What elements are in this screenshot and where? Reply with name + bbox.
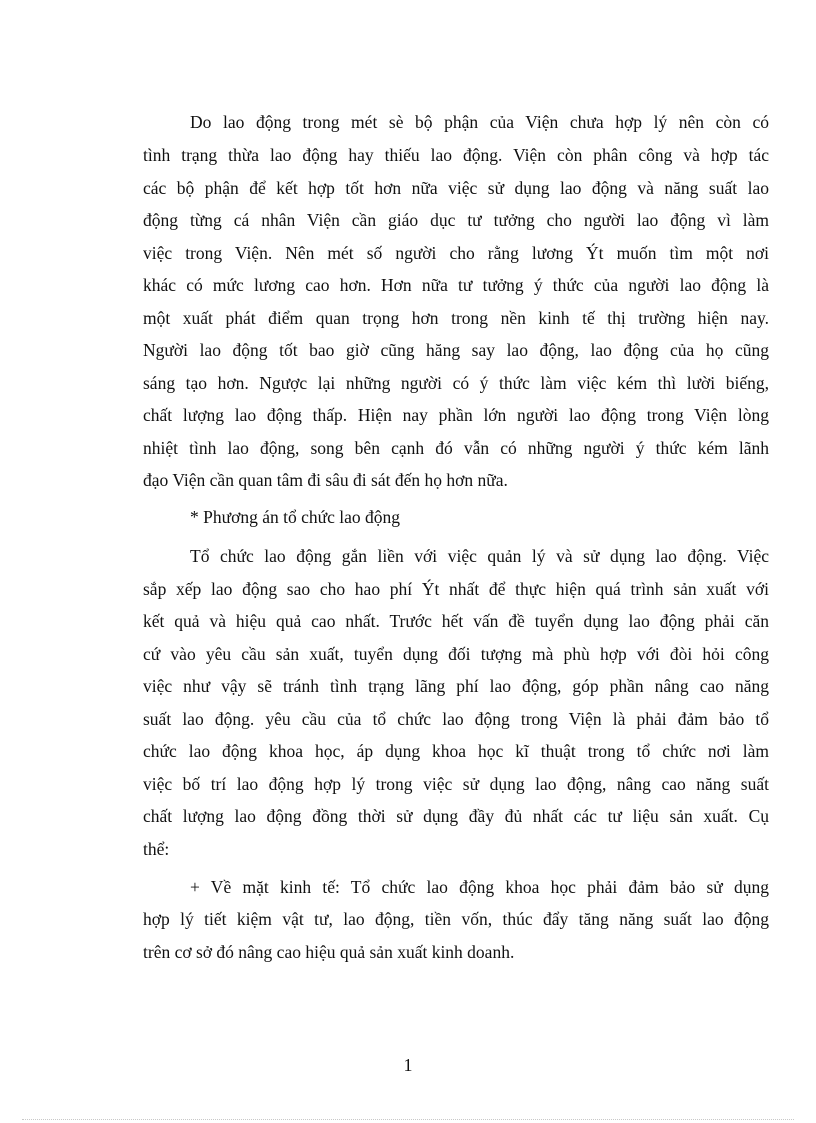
page-number: 1 xyxy=(403,1055,413,1075)
paragraph-1-line-5: việc trong Viện. Nên mét số người cho rằng lương Ýt muốn tìm một nơi xyxy=(143,243,769,263)
paragraph-3-line-3: kết quả và hiệu quả cao nhất. Trước hết vấn đề tuyển dụng lao động phải căn xyxy=(143,611,769,631)
paragraph-1-line-7: một xuất phát điểm quan trọng hơn trong nền kinh tế thị trường hiện nay. xyxy=(143,308,769,328)
paragraph-1-line-4: động từng cá nhân Viện cần giáo dục tư tưởng cho người lao động vì làm xyxy=(143,210,769,230)
page-bottom-divider xyxy=(22,1119,794,1120)
paragraph-3-line-9: chất lượng lao động đồng thời sử dụng đầy đủ nhất các tư liệu sản xuất. Cụ xyxy=(143,806,769,826)
paragraph-1-line-10: chất lượng lao động thấp. Hiện nay phần lớn người lao động trong Viện lòng xyxy=(143,405,769,425)
paragraph-3-line-2: sắp xếp lao động sao cho hao phí Ýt nhất để thực hiện quá trình sản xuất với xyxy=(143,579,769,599)
paragraph-4-line-1: + Về mặt kinh tế: Tổ chức lao động khoa học phải đảm bảo sử dụng xyxy=(190,877,769,897)
paragraph-3-line-5: việc như vậy sẽ tránh tình trạng lãng phí lao động, góp phần nâng cao năng xyxy=(143,676,769,696)
paragraph-3-line-6: suất lao động. yêu cầu của tổ chức lao động trong Viện là phải đảm bảo tổ xyxy=(143,709,769,729)
paragraph-1-line-1: Do lao động trong mét sè bộ phận của Viện chưa hợp lý nên còn có xyxy=(190,112,769,132)
section-heading: * Phương án tổ chức lao động xyxy=(190,507,400,527)
paragraph-1-line-3: các bộ phận để kết hợp tốt hơn nữa việc sử dụng lao động và năng suất lao xyxy=(143,178,769,198)
paragraph-1-line-11: nhiệt tình lao động, song bên cạnh đó vẫn có những người ý thức kém lãnh xyxy=(143,438,769,458)
paragraph-1-line-6: khác có mức lương cao hơn. Hơn nữa tư tưởng ý thức của người lao động là xyxy=(143,275,769,295)
paragraph-1-line-12: đạo Viện cần quan tâm đi sâu đi sát đến họ hơn nữa. xyxy=(143,470,508,490)
paragraph-3-line-8: việc bố trí lao động hợp lý trong việc sử dụng lao động, nâng cao năng suất xyxy=(143,774,769,794)
paragraph-1-line-2: tình trạng thừa lao động hay thiếu lao động. Viện còn phân công và hợp tác xyxy=(143,145,769,165)
paragraph-3-line-10: thể: xyxy=(143,839,170,859)
paragraph-3-line-7: chức lao động khoa học, áp dụng khoa học kĩ thuật trong tổ chức nơi làm xyxy=(143,741,769,761)
paragraph-3-line-1: Tổ chức lao động gắn liền với việc quản lý và sử dụng lao động. Việc xyxy=(190,546,769,566)
paragraph-1-line-9: sáng tạo hơn. Ngược lại những người có ý thức làm việc kém thì lười biếng, xyxy=(143,373,769,393)
paragraph-4-line-3: trên cơ sở đó nâng cao hiệu quả sản xuất kinh doanh. xyxy=(143,942,515,962)
paragraph-4-line-2: hợp lý tiết kiệm vật tư, lao động, tiền vốn, thúc đẩy tăng năng suất lao động xyxy=(143,909,769,929)
paragraph-1-line-8: Người lao động tốt bao giờ cũng hăng say lao động, lao động của họ cũng xyxy=(143,340,769,360)
paragraph-3-line-4: cứ vào yêu cầu sản xuất, tuyển dụng đối tượng mà phù hợp với đòi hỏi công xyxy=(143,644,769,664)
